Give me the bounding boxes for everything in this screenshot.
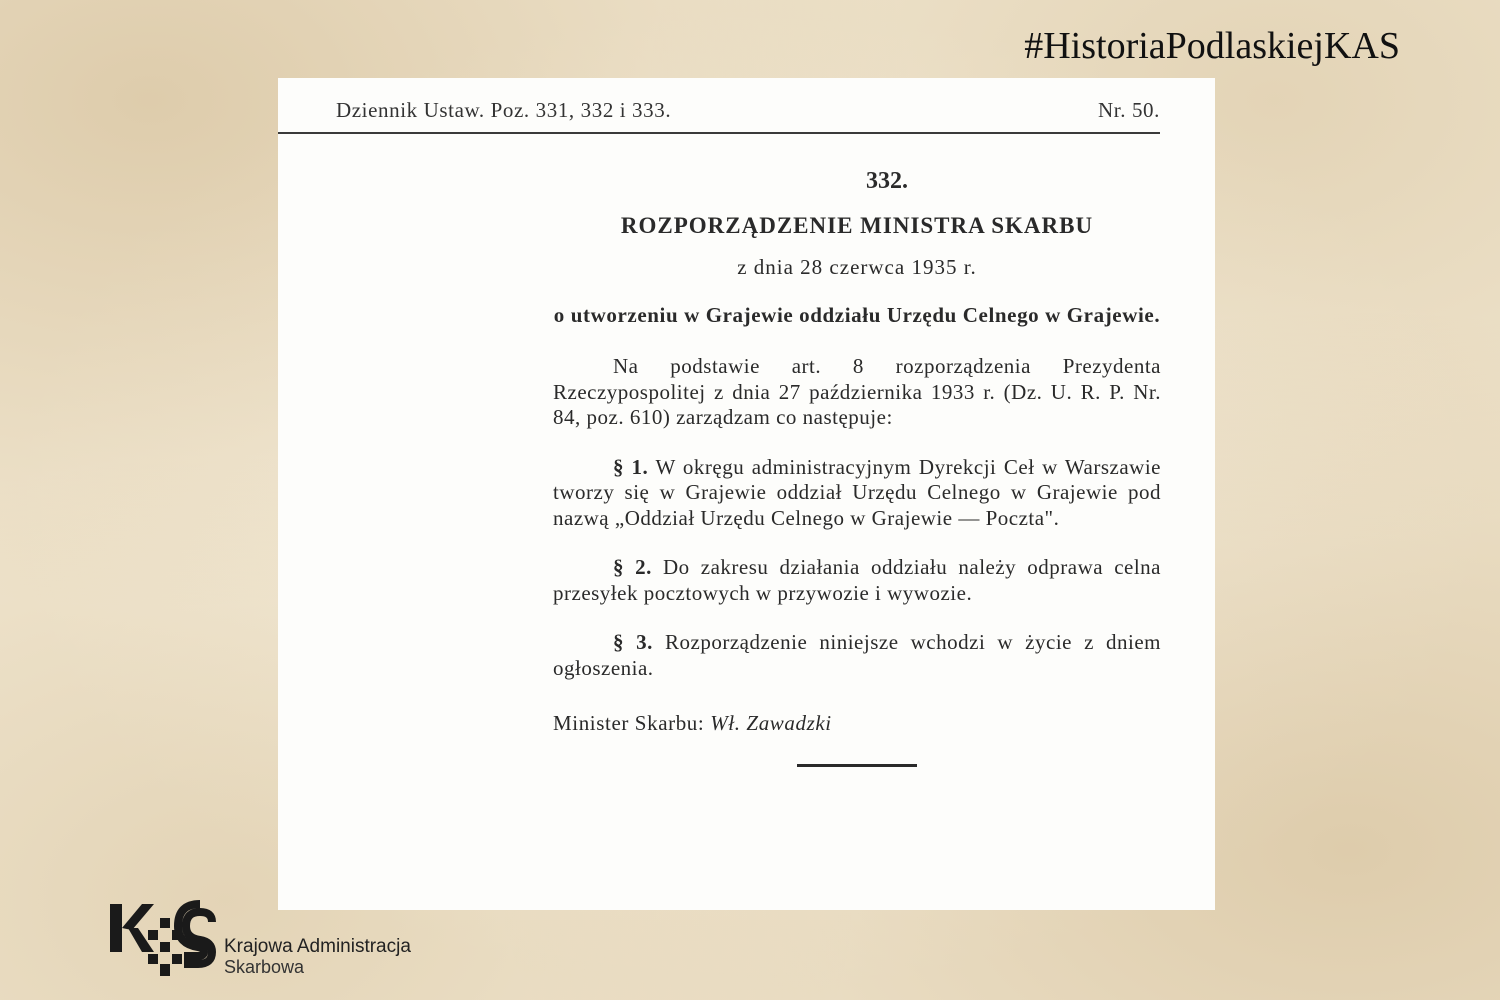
intro-paragraph: Na podstawie art. 8 rozporządzenia Prezydenta Rzeczypospolitej z dnia 27 października 1933 r. (Dz. U. R. P. Nr. 84, poz. 610) zarządzam co następuje:: [553, 354, 1161, 429]
section-3-text: Rozporządzenie niniejsze wchodzi w życie z dniem ogłoszenia.: [553, 630, 1162, 680]
section-3: [553, 630, 1161, 681]
kas-logo-mark-icon: [108, 900, 218, 980]
section-2-mark: § 2.: [613, 555, 652, 579]
section-1-text: W okręgu administracyjnym Dyrekcji Ceł w Warszawie tworzy się w Grajewie oddział Urzędu Celnego w Grajewie pod nazwą „Oddział Urzędu Celnego w Grajewie — Poczta".: [553, 454, 1161, 530]
header-divider: [278, 132, 1160, 134]
section-3-mark: § 3.: [613, 630, 653, 654]
document-scan: [278, 78, 1215, 910]
journal-reference: Dziennik Ustaw. Poz. 331, 332 i 333.: [336, 98, 672, 122]
position-number: 332.: [866, 168, 908, 194]
hashtag: #HistoriaPodlaskiejKAS: [1024, 25, 1400, 67]
regulation-date: z dnia 28 czerwca 1935 r.: [737, 255, 977, 279]
end-divider: [797, 764, 917, 767]
logo-line-1: Krajowa Administracja: [224, 936, 411, 957]
section-2: [553, 555, 1161, 606]
signature-name: Wł. Zawadzki: [710, 711, 832, 735]
logo-wordmark: [224, 936, 411, 978]
kas-logo: [108, 900, 468, 980]
signature: [553, 711, 1161, 736]
regulation-column: [553, 166, 1161, 767]
signature-label: Minister Skarbu:: [553, 711, 705, 735]
logo-line-2: Skarbowa: [224, 957, 305, 977]
journal-issue-number: Nr. 50.: [1098, 98, 1160, 122]
regulation-subject: o utworzeniu w Grajewie oddziału Urzędu Celnego w Grajewie.: [553, 303, 1161, 327]
regulation-title: ROZPORZĄDZENIE MINISTRA SKARBU: [620, 213, 1094, 238]
section-1-mark: § 1.: [613, 454, 649, 479]
section-1: [553, 455, 1161, 532]
section-2-text: Do zakresu działania oddziału należy odprawa celna przesyłek pocztowych w przywozie i wywozie.: [553, 555, 1161, 605]
